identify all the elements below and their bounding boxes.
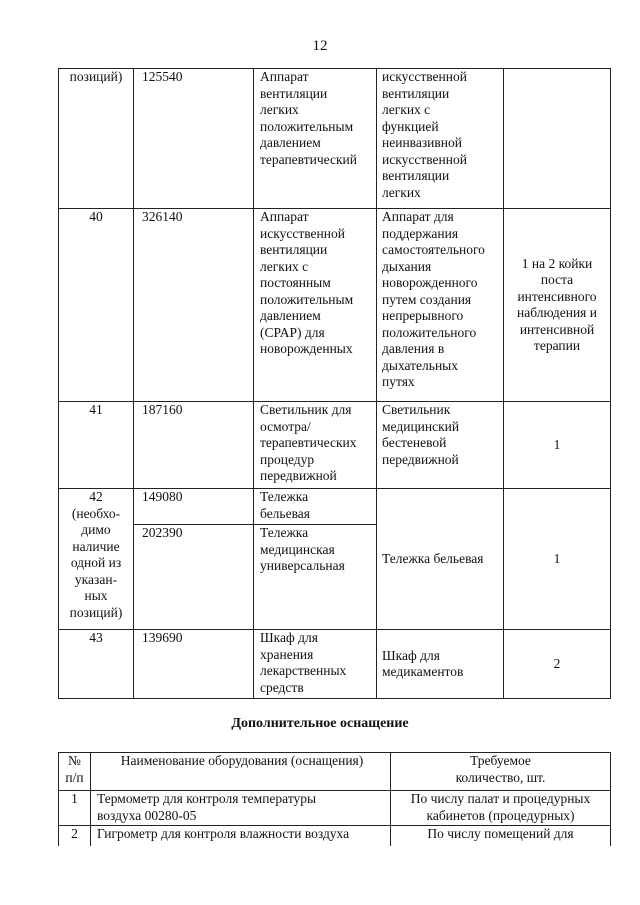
equipment-table: [58, 68, 611, 699]
table-row: [59, 209, 611, 402]
position-number: 40: [59, 209, 134, 402]
equipment-name: Тележка медицинская универсальная: [254, 525, 377, 630]
required-quantity: 1: [504, 402, 611, 489]
row-quantity: По числу помещений для: [391, 826, 611, 846]
equipment-code: 326140: [134, 209, 254, 402]
required-quantity: 1: [504, 489, 611, 630]
header-number: № п/п: [59, 753, 91, 791]
equipment-name: Шкаф для хранения лекарственных средств: [254, 630, 377, 699]
required-quantity: [504, 69, 611, 209]
table-row: [59, 791, 611, 826]
equipment-description: Светильник медицинский бестеневой передвижной: [377, 402, 504, 489]
equipment-name: Тележка бельевая: [254, 489, 377, 525]
position-number: 43: [59, 630, 134, 699]
additional-equipment-table: [58, 752, 611, 846]
equipment-description: Тележка бельевая: [377, 489, 504, 630]
equipment-description: Аппарат для поддержания самостоятельного дыхания новорожденного путем создания непрерывного положительного давления в дыхательных путях: [377, 209, 504, 402]
header-quantity: Требуемое количество, шт.: [391, 753, 611, 791]
table-row: [59, 402, 611, 489]
row-quantity: По числу палат и процедурных кабинетов (процедурных): [391, 791, 611, 826]
equipment-code: 187160: [134, 402, 254, 489]
table-row: [59, 69, 611, 209]
required-quantity: 1 на 2 койки поста интенсивного наблюдения и интенсивной терапии: [504, 209, 611, 402]
equipment-name: Светильник для осмотра/ терапевтических процедур передвижной: [254, 402, 377, 489]
equipment-name: Аппарат искусственной вентиляции легких с постоянным положительным давлением (CPAP) для новорожденных: [254, 209, 377, 402]
header-name: Наименование оборудования (оснащения): [91, 753, 391, 791]
row-number: 2: [59, 826, 91, 846]
equipment-code: 125540: [134, 69, 254, 209]
equipment-code: 149080: [134, 489, 254, 525]
row-name: Термометр для контроля температуры воздуха 00280-05: [91, 791, 391, 826]
page-number: 12: [312, 38, 328, 54]
table-row: [59, 826, 611, 846]
position-number: 41: [59, 402, 134, 489]
equipment-code: 202390: [134, 525, 254, 630]
position-number: 42 (необхо- димо наличие одной из указан- ных позиций): [59, 489, 134, 630]
row-name: Гигрометр для контроля влажности воздуха: [91, 826, 391, 846]
equipment-description: искусственной вентиляции легких с функцией неинвазивной искусственной вентиляции легких: [377, 69, 504, 209]
section-title: Дополнительное оснащение: [231, 716, 409, 731]
table-row: [59, 630, 611, 699]
equipment-name: Аппарат вентиляции легких положительным давлением терапевтический: [254, 69, 377, 209]
position-number: позиций): [59, 69, 134, 209]
table-row: [59, 489, 611, 525]
equipment-description: Шкаф для медикаментов: [377, 630, 504, 699]
row-number: 1: [59, 791, 91, 826]
required-quantity: 2: [504, 630, 611, 699]
equipment-code: 139690: [134, 630, 254, 699]
table-header-row: [59, 753, 611, 791]
